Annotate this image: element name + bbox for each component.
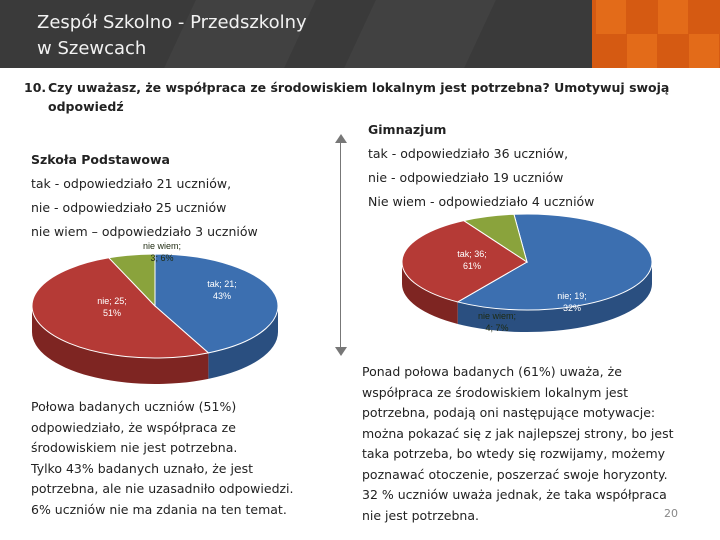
left-conclusion-line: 6% uczniów nie ma zdania na ten temat. (31, 501, 287, 517)
right-conclusion-line: nie jest potrzebna. (362, 507, 479, 523)
slide-title (37, 10, 307, 62)
left-conclusion-line: potrzebna, ale nie uzasadniło odpowiedzi. (31, 481, 294, 496)
right-conclusion-line: można pokazać się z jak najlepszej strony, bo jest (362, 425, 674, 441)
left-conclusion-line: Połowa badanych uczniów (51%) (31, 399, 237, 414)
right-conclusion-line: potrzebna, podają oni następujące motywacje: (362, 405, 656, 420)
right-conclusion-line: Ponad połowa badanych (61%) uważa, że (362, 364, 622, 379)
divider-line (340, 140, 341, 350)
question-number: 10. (24, 80, 47, 95)
left-line: nie - odpowiedziało 25 uczniów (31, 200, 227, 215)
arrow-up-icon (335, 134, 347, 143)
question-text: Czy uważasz, że współpraca ze środowiskiem lokalnym jest potrzebna? Umotywuj swoją odpowiedź (48, 80, 670, 114)
right-heading: Gimnazjum (368, 122, 447, 137)
page-number: 20 (664, 507, 678, 520)
pie-data-label: tak; 21; 43% (207, 279, 237, 301)
left-conclusion-line: środowiskiem nie jest potrzebna. (31, 440, 238, 455)
left-conclusion-line: Tylko 43% badanych uznało, że jest (31, 460, 254, 476)
right-conclusion-line: współpraca ze środowiskiem lokalnym jest (362, 384, 629, 400)
left-conclusion-line: odpowiedziało, że współpraca ze (31, 419, 236, 435)
right-line: tak - odpowiedziało 36 uczniów, (368, 146, 569, 161)
title-line-2: w Szewcach (37, 38, 147, 59)
arrow-down-icon (335, 347, 347, 356)
orange-accent (592, 0, 720, 68)
pie-data-label: nie wiem; 4; 7% (477, 311, 517, 333)
right-conclusion-line: 32 % uczniów uważa jednak, że taka współpraca (362, 487, 667, 502)
pie-chart-gimnazjum (392, 206, 668, 340)
pie-data-label: tak; 36; 61% (457, 249, 487, 271)
header-decoration (344, 0, 496, 68)
slide-header (0, 0, 720, 68)
pie-data-label: nie wiem; 3; 6% (142, 241, 182, 263)
pie-chart-szkola-podstawowa (30, 236, 300, 391)
right-conclusion-line: poznawać otoczenie, poszerzać swoje horyzonty. (362, 466, 668, 482)
left-summary (31, 148, 258, 244)
left-conclusion (31, 397, 294, 520)
right-summary (368, 118, 594, 214)
right-line: Nie wiem - odpowiedziało 4 uczniów (368, 194, 595, 209)
left-line: tak - odpowiedziało 21 uczniów, (31, 176, 232, 191)
left-heading: Szkoła Podstawowa (31, 152, 170, 167)
right-conclusion (362, 362, 674, 526)
pie-data-label: nie; 19; 32% (557, 291, 587, 313)
pie-data-label: nie; 25; 51% (97, 296, 127, 318)
right-line: nie - odpowiedziało 19 uczniów (368, 170, 564, 185)
left-line: nie wiem – odpowiedziało 3 uczniów (31, 224, 258, 239)
title-line-1: Zespół Szkolno - Przedszkolny (37, 12, 307, 33)
right-conclusion-line: taka potrzeba, bo wtedy się rozwijamy, możemy (362, 446, 666, 461)
